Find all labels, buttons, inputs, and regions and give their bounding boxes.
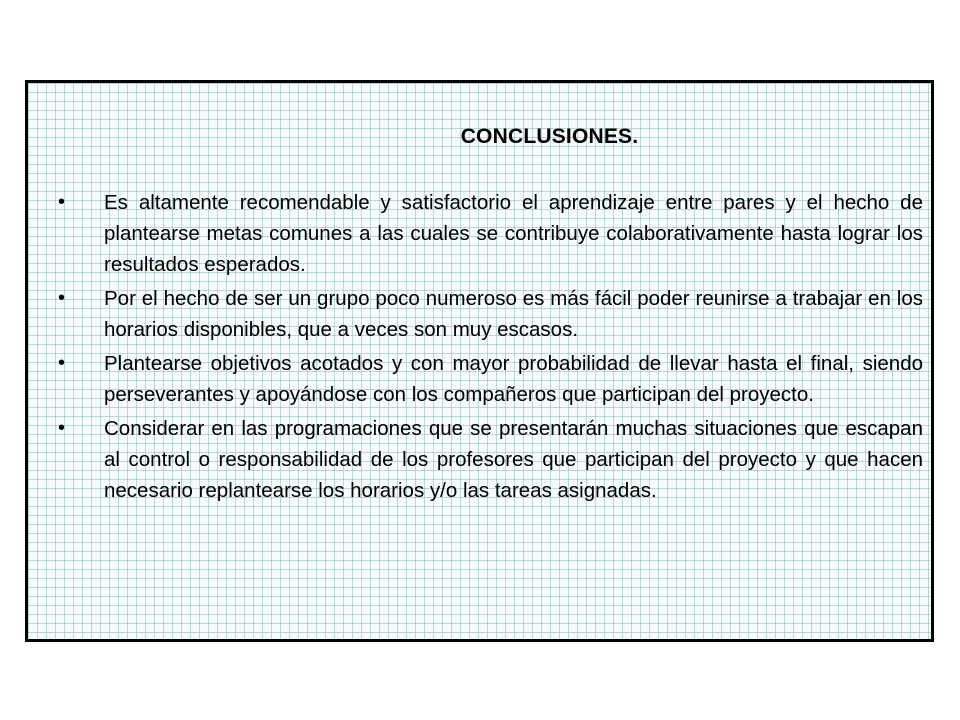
page-title: CONCLUSIONES. [460, 125, 639, 148]
bullet-icon: • [58, 287, 66, 309]
list-item [58, 348, 923, 410]
bullet-list [58, 187, 923, 509]
list-item [58, 187, 923, 280]
bullet-text: Por el hecho de ser un grupo poco numeroso es más fácil poder reunirse a trabajar en los horarios disponibles, que a veces son muy escasos. [104, 287, 923, 341]
list-item [58, 413, 923, 506]
bullet-icon: • [58, 417, 66, 439]
bullet-text: Es altamente recomendable y satisfactorio el aprendizaje entre pares y el hecho de plantearse metas comunes a las cuales se contribuye colaborativamente hasta lograr los resultados esperados. [104, 191, 923, 276]
bullet-icon: • [58, 352, 66, 374]
bullet-text: Considerar en las programaciones que se presentarán muchas situaciones que escapan al control o responsabilidad de los profesores que participan del proyecto y que hacen necesario replantearse los horarios y/o las tareas asignadas. [104, 417, 923, 502]
bullet-text: Plantearse objetivos acotados y con mayor probabilidad de llevar hasta el final, siendo perseverantes y apoyándose con los compañeros que participan del proyecto. [104, 352, 923, 406]
bullet-icon: • [58, 191, 66, 213]
conclusions-panel [25, 80, 934, 642]
list-item [58, 283, 923, 345]
